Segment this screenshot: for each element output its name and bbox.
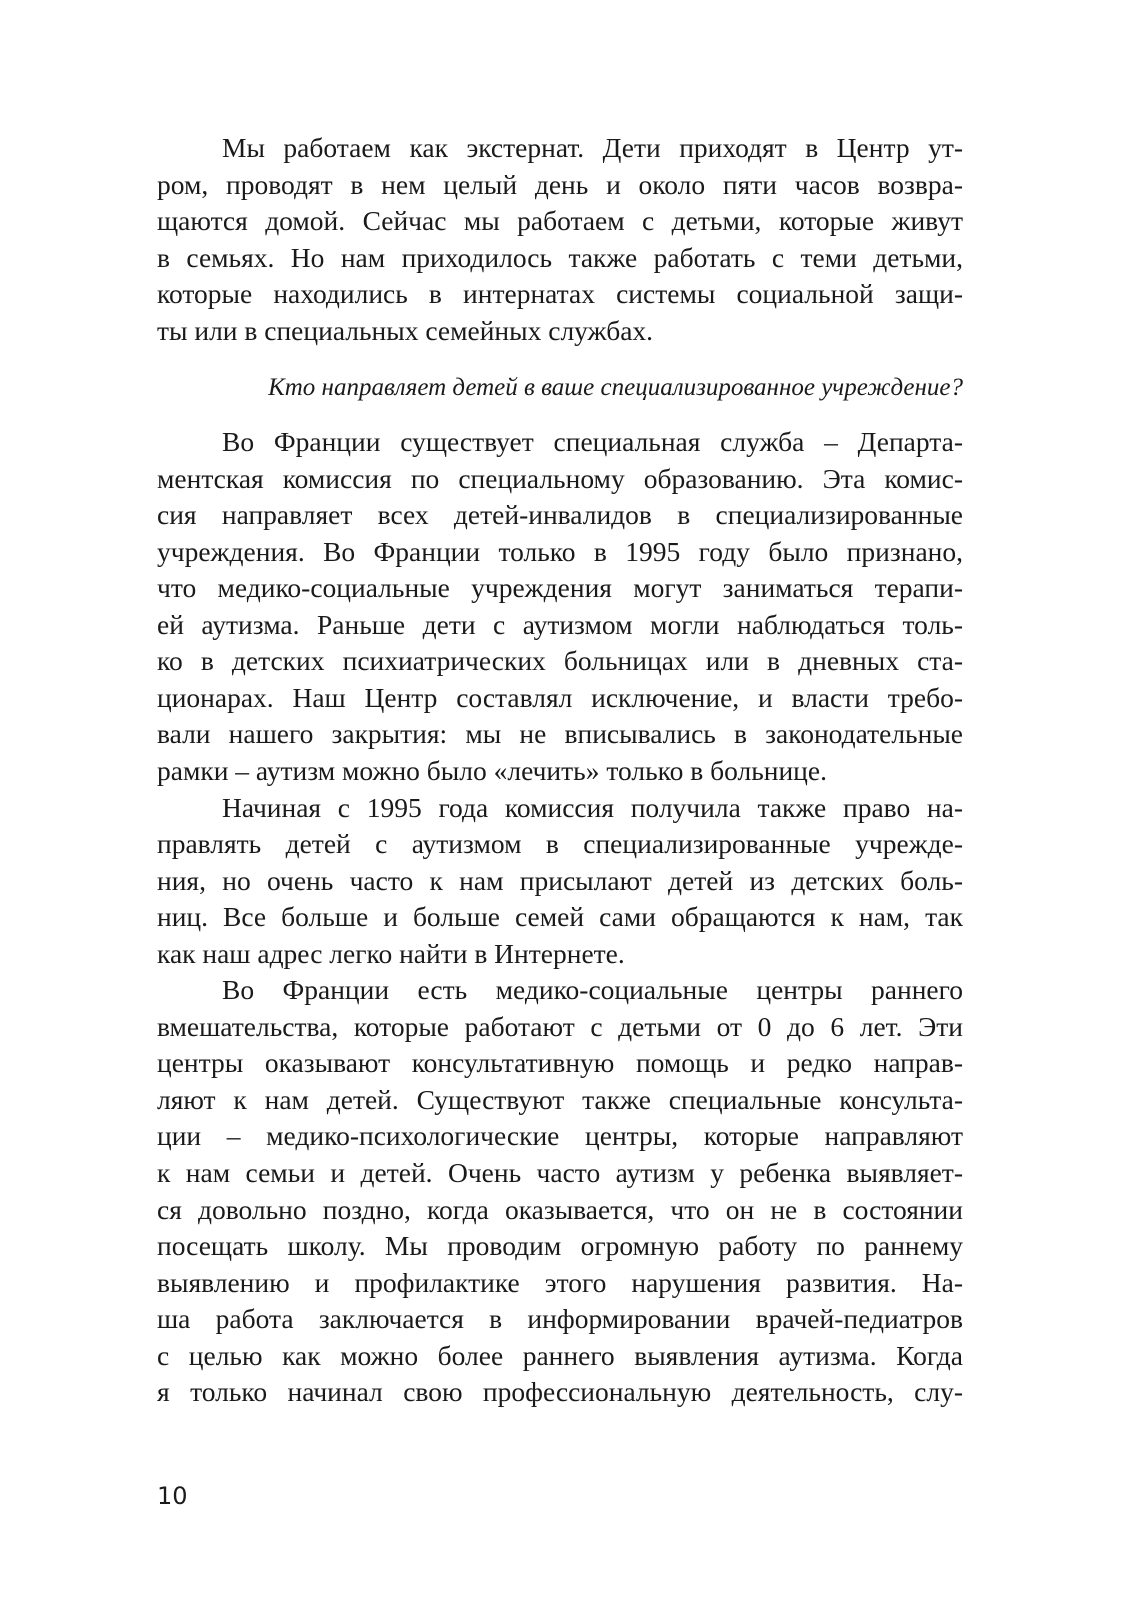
text-line: ты или в специальных семейных службах. <box>157 314 654 346</box>
text-line: ей аутизма. Раньше дети с аутизмом могли наблюдаться толь- <box>157 608 963 640</box>
text-line: учреждения. Во Франции только в 1995 году было признано, <box>157 535 963 567</box>
text-line: Во Франции существует специальная служба – Департа- <box>222 426 963 457</box>
text-line: ся довольно поздно, когда оказывается, что он не в состоянии <box>157 1193 963 1225</box>
text-line: с целью как можно более раннего выявления аутизма. Когда <box>157 1339 963 1371</box>
text-line: ша работа заключается в информировании врачей-педиатров <box>157 1303 963 1335</box>
text-line: ния, но очень часто к нам присылают детей из детских боль- <box>157 864 963 896</box>
text-line: ляют к нам детей. Существуют также специальные консульта- <box>157 1083 963 1115</box>
text-line: к нам семьи и детей. Очень часто аутизм у ребенка выявляет- <box>157 1157 963 1188</box>
text-line: Мы работаем как экстернат. Дети приходят в Центр ут- <box>222 132 963 163</box>
text-line: Во Франции есть медико-социальные центры раннего <box>222 974 963 1006</box>
text-line: ментская комиссия по специальному образованию. Эта комис- <box>157 462 963 494</box>
text-line: которые находились в интернатах системы социальной защи- <box>157 278 963 310</box>
text-line: Начиная с 1995 года комиссия получила также право на- <box>222 791 963 823</box>
text-line: сия направляет всех детей-инвалидов в специализированные <box>157 499 963 531</box>
text-line: посещать школу. Мы проводим огромную работу по раннему <box>157 1230 963 1262</box>
text-line: вали нашего закрытия: мы не вписывались в законодательные <box>157 718 963 750</box>
text-line: вмешательства, которые работают с детьми от 0 до 6 лет. Эти <box>157 1010 963 1042</box>
text-line: рамки – аутизм можно было «лечить» только в больнице. <box>157 754 827 786</box>
text-line: что медико-социальные учреждения могут заниматься терапи- <box>157 572 963 604</box>
text-line: в семьях. Но нам приходилось также работать с теми детьми, <box>157 241 963 273</box>
text-line: щаются домой. Сейчас мы работаем с детьми, которые живут <box>157 205 963 237</box>
page-number: 10 <box>157 1482 188 1510</box>
text-line: как наш адрес легко найти в Интернете. <box>157 937 625 969</box>
text-line: ции – медико-психологические центры, которые направляют <box>157 1120 963 1152</box>
text-line: ционарах. Наш Центр составлял исключение, и власти требо- <box>157 681 963 713</box>
text-line: ко в детских психиатрических больницах или в дневных ста- <box>157 645 963 677</box>
text-line: правлять детей с аутизмом в специализированные учрежде- <box>157 828 963 860</box>
text-line: ром, проводят в нем целый день и около пяти часов возвра- <box>157 168 963 200</box>
text-line: центры оказывают консультативную помощь и редко направ- <box>157 1047 963 1079</box>
text-line: выявлению и профилактике этого нарушения развития. На- <box>157 1266 963 1298</box>
text-line: я только начинал свою профессиональную деятельность, слу- <box>157 1376 963 1408</box>
interview-question: Кто направляет детей в ваше специализированное учреждение? <box>268 374 963 401</box>
text-line: ниц. Все больше и больше семей сами обращаются к нам, так <box>157 901 963 933</box>
